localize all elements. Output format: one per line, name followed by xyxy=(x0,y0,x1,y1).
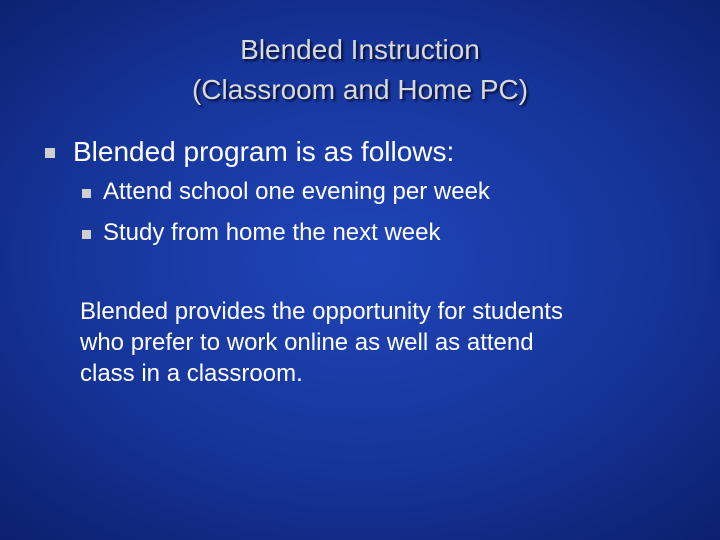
bullet-text: Blended program is as follows: xyxy=(73,136,455,167)
bullet-item-blended-program xyxy=(45,132,454,172)
square-bullet-icon xyxy=(82,189,91,198)
title-line-2: (Classroom and Home PC) xyxy=(191,74,529,105)
sub-bullet-item-attend-school xyxy=(82,175,490,209)
slide-title xyxy=(60,30,660,110)
title-line-1: Blended Instruction xyxy=(240,34,480,65)
paragraph-line-2: who prefer to work online as well as attend xyxy=(80,329,534,356)
square-bullet-icon xyxy=(82,230,91,239)
description-paragraph xyxy=(80,296,680,389)
sub-bullet-text: Attend school one evening per week xyxy=(103,178,490,205)
sub-bullet-text: Study from home the next week xyxy=(103,219,441,246)
square-bullet-icon xyxy=(45,148,55,158)
paragraph-line-3: class in a classroom. xyxy=(80,360,303,387)
sub-bullet-item-study-from-home xyxy=(82,216,441,250)
paragraph-line-1: Blended provides the opportunity for students xyxy=(80,298,563,325)
